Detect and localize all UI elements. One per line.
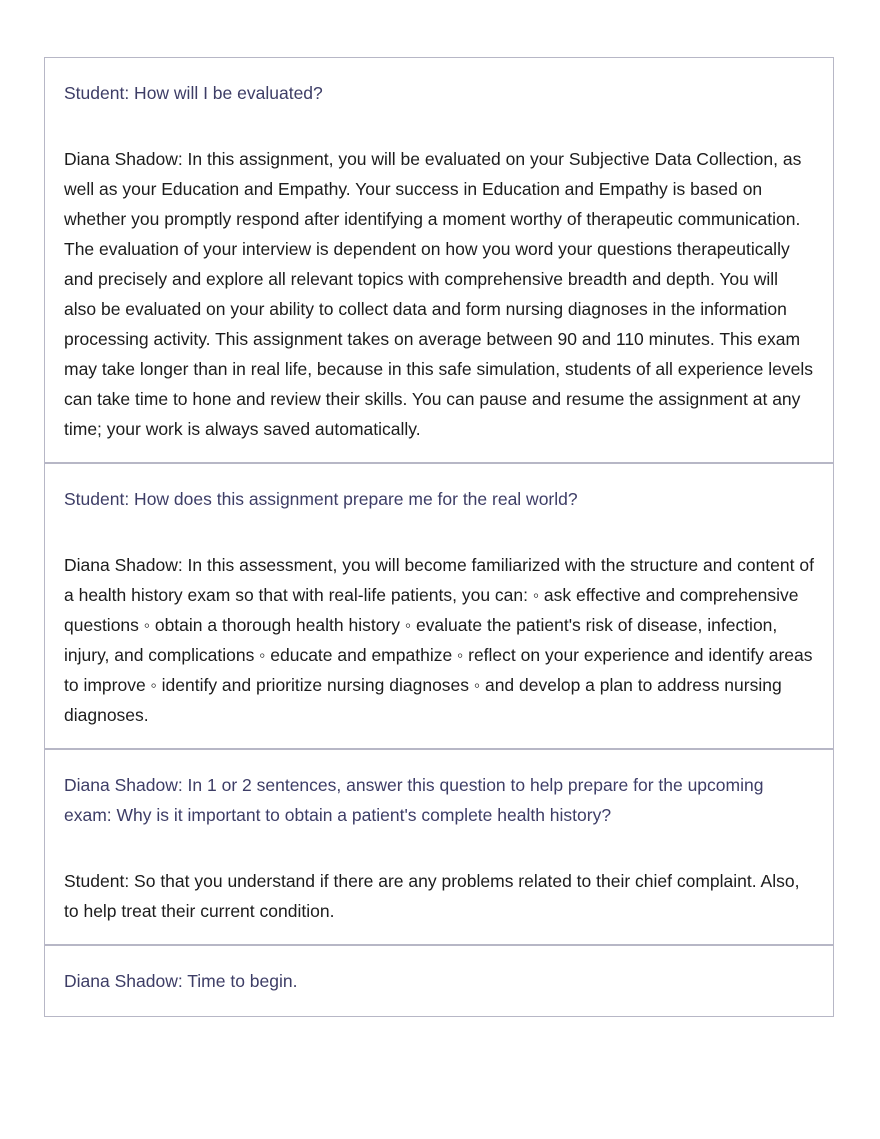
- instructor-answer: Diana Shadow: In this assessment, you will become familiarized with the structure and content of a health history exam so that with real-life patients, you can: ◦ ask effective and comprehensive questions ◦ obtain a thorough health history ◦ evaluate the patient's risk of disease, infection, injury, and complications ◦ educate and empathize ◦ reflect on your experience and identify areas to improve ◦ identify and prioritize nursing diagnoses ◦ and develop a plan to address nursing diagnoses.: [64, 555, 814, 725]
- transcript-block: [45, 58, 833, 464]
- instructor-question: Diana Shadow: In 1 or 2 sentences, answer this question to help prepare for the upcoming exam: Why is it important to obtain a patient's complete health history?: [64, 775, 764, 825]
- transcript-block: [45, 946, 833, 1016]
- transcript-panel: [44, 57, 834, 1017]
- student-question: Student: How does this assignment prepare me for the real world?: [64, 489, 578, 509]
- transcript-block: [45, 750, 833, 946]
- transcript-block: [45, 464, 833, 750]
- instructor-message: Diana Shadow: Time to begin.: [64, 971, 298, 991]
- student-answer: Student: So that you understand if there are any problems related to their chief complaint. Also, to help treat their current condition.: [64, 871, 800, 921]
- student-question: Student: How will I be evaluated?: [64, 83, 323, 103]
- instructor-answer: Diana Shadow: In this assignment, you will be evaluated on your Subjective Data Collection, as well as your Education and Empathy. Your success in Education and Empathy is based on whether you promptly respond after identifying a moment worthy of therapeutic communication. The evaluation of your interview is dependent on how you word your questions therapeutically and precisely and explore all relevant topics with comprehensive breadth and depth. You will also be evaluated on your ability to collect data and form nursing diagnoses in the information processing activity. This assignment takes on average between 90 and 110 minutes. This exam may take longer than in real life, because in this safe simulation, students of all experience levels can take time to hone and review their skills. You can pause and resume the assignment at any time; your work is always saved automatically.: [64, 149, 814, 439]
